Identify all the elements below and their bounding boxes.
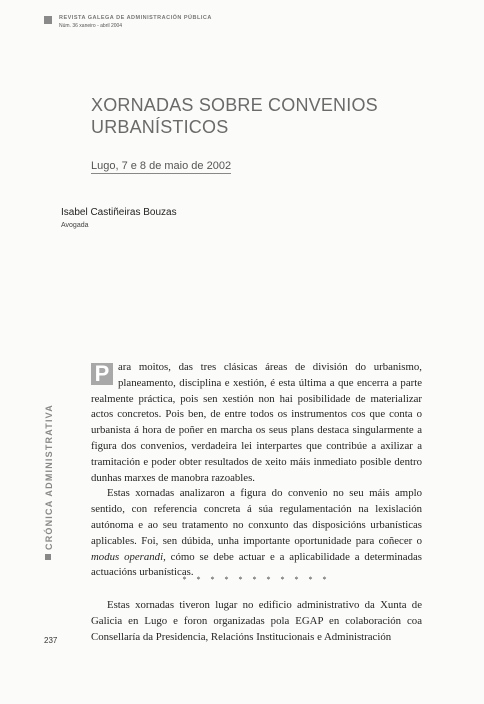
drop-cap: P (91, 363, 113, 385)
header-square-icon (44, 16, 52, 24)
paragraph-3: Estas xornadas tiveron lugar no edificio administrativo da Xunta de Galicia en Lugo e foron organizadas pola EGAP en colaboración coa Consellaría da Presidencia, Relacións Institucionais e Administración (91, 599, 422, 643)
paragraph-2-text-b: , cómo se debe actuar e a aplicabilidade a determinadas actuacións urbanísticas. (91, 550, 422, 579)
journal-name: REVISTA GALEGA DE ADMINISTRACIÓN PÚBLICA (59, 15, 212, 21)
paragraph-1-text: ara moitos, das tres clásicas áreas de división do urbanismo, planeamento, disciplina e xestión, é esta última a que encerra a parte realmente práctica, pois sen xestión non hai posibilidade de materializar actos concretos. Pois ben, de entre todos os instrumentos cos que conta o urbanista á hora de poñer en marcha os seus plans destaca singularmente a figura dos convenios, verdadeira lei interpartes que contribúe a axilizar a tramitación e poder obter resultados de xeito máis inmediato posible dentro dunhas marxes de manobra razoables. (91, 361, 422, 484)
article-body (91, 360, 422, 581)
page-number: 237 (44, 636, 58, 645)
article-title: XORNADAS SOBRE CONVENIOS URBANÍSTICOS (91, 95, 378, 137)
section-separator: * * * * * * * * * * * (182, 575, 331, 584)
section-side-text: CRÓNICA ADMINISTRATIVA (44, 404, 54, 550)
section-side-label (44, 404, 54, 560)
paragraph-2 (91, 486, 422, 581)
place-date: Lugo, 7 e 8 de maio de 2002 (91, 160, 232, 172)
section-bullet-icon (45, 554, 51, 560)
article-body-continued (91, 598, 422, 645)
paragraph-2-italic: modus operandi (91, 550, 164, 563)
issue-info: Núm. 36 xaneiro - abril 2004 (59, 23, 123, 29)
author-role: Avogada (61, 222, 89, 229)
paragraph-2-text-a: Estas xornadas analizaron a figura do convenio no seu máis amplo sentido, con referencia concreta á súa regulamentación na lexislación autónoma e ao seu tratamento no conxunto das disposicións urbanísticas aplicables. Foi, sen dúbida, unha importante oportunidade para coñecer o (91, 487, 422, 547)
paragraph-1 (91, 360, 422, 486)
author-name: Isabel Castiñeiras Bouzas (61, 207, 177, 218)
